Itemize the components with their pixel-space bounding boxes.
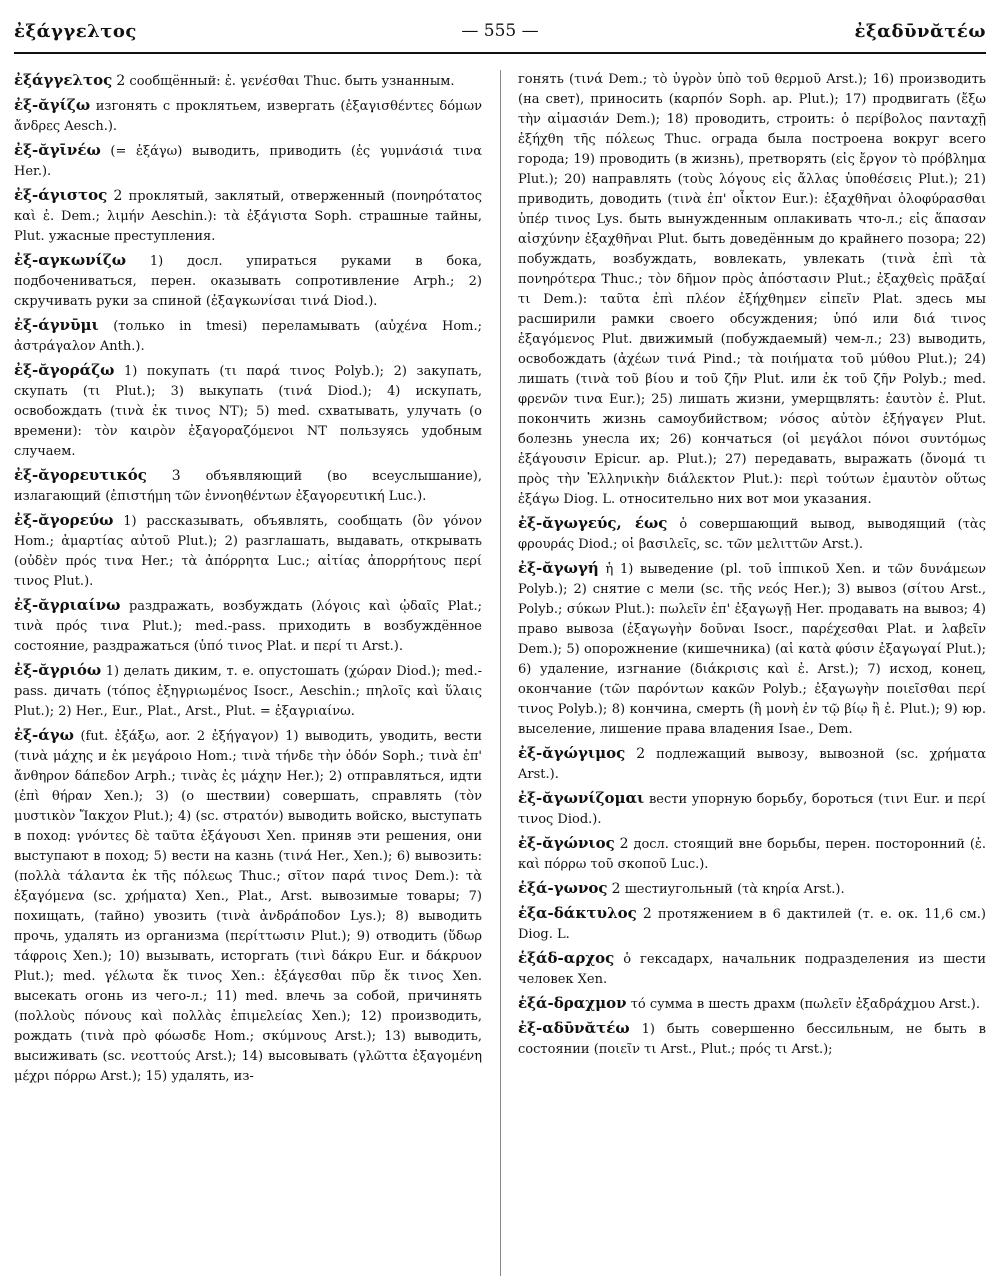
entry-headword: ἐξ-άγνῡμι <box>14 316 99 334</box>
entry-definition: (= ἐξάγω) выводить, приводить (ἐς γυμνάσιά τινα Her.). <box>14 144 482 179</box>
dictionary-entry <box>518 1018 986 1060</box>
entry-headword: ἐξ-ᾰγώνιος <box>518 834 615 852</box>
entry-definition: 1) покупать (τι παρά τινος Polyb.); 2) закупать, скупать (τι Plut.); 3) выкупать (τινά Diod.); 4) искупать, освобождать (τινὰ ἐκ τινος NT); 5) med. схватывать, улучать (о времени): τὸν καιρὸν ἐξαγοραζόμενοι NT пользуясь удобным случаем. <box>14 364 482 459</box>
header-rule <box>14 52 986 54</box>
entry-headword: ἐξ-ᾰγωνίζομαι <box>518 789 645 807</box>
left-running-headword: ἐξάγγελτος <box>14 20 137 42</box>
entry-grammar: 2 <box>642 906 652 922</box>
entry-headword: ἐξ-άγω <box>14 726 74 744</box>
entry-headword: ἐξ-ᾰγῑνέω <box>14 141 101 159</box>
dictionary-entry <box>14 70 482 92</box>
entry-grammar: 2 <box>116 73 126 89</box>
entry-headword: ἑξάδ-αρχος <box>518 949 615 967</box>
entry-definition: изгонять с проклятьем, извергать (ἐξαγισθέντες δόμων ἄνδρες Aesch.). <box>14 99 482 134</box>
entry-definition: ἡ 1) выведение (pl. τοῦ ἱππικοῦ Xen. и τῶν δυνάμεων Polyb.); 2) снятие с мели (sc. τῆς νεός Her.); 3) вывоз (σίτου Arst., Polyb.; σύκων Plut.): πωλεῖν ἐπ' ἐξαγωγῇ Her. продавать на вывоз; 4) право вывоза (ἐξαγωγὴν δοῦναι Isocr., παρέχεσθαι Plat. и λαβεῖν Dem.); 5) опорожнение (кишечника) (αἱ κατὰ φύσιν ἐξαγωγαί Plut.); 6) удаление, изгнание (διάκρισις καὶ ἐ. Arst.); 7) исход, конец, окончание (τῶν παρόντων κακῶν Polyb.; ἐξαγωγὴν ποιεῖσθαι περί τινος Polyb.); 8) кончина, смерть (ἢ μονὴ ἐν τῷ βίῳ ἢ ἐ. Plut.); 9) юр. выселение, лишение права владения Isae., Dem. <box>518 562 986 737</box>
dictionary-entry <box>14 660 482 722</box>
entry-headword: ἐξ-ᾰγωγή <box>518 559 599 577</box>
entry-definition: ὁ совершающий вывод, выводящий (τὰς φρουράς Diod.; οἱ βασιλεῖς, sc. τῶν μελιττῶν Arst.). <box>518 517 986 552</box>
column-divider <box>500 70 501 1276</box>
entry-definition: вести упорную борьбу, бороться (τινι Eur. и περί τινος Diod.). <box>518 792 986 827</box>
entry-definition: раздражать, возбуждать (λόγοις καὶ ᾠδαῖς Plat.; τινὰ πρός τινα Plut.); med.-pass. приходить в возбуждённое состояние, раздражаться (ὑπό τινος Plat. и περί τι Arst.). <box>14 599 482 654</box>
entry-headword: ἐξ-ᾰγορευτικός <box>14 466 147 484</box>
entry-headword: ἐξ-ᾰγίζω <box>14 96 91 114</box>
page-header <box>14 14 986 48</box>
dictionary-entry <box>14 95 482 137</box>
entry-definition: подлежащий вывозу, вывозной (sc. χρήματα Arst.). <box>518 747 986 782</box>
dictionary-entry <box>14 725 482 1087</box>
entry-grammar: 2 <box>113 188 123 204</box>
entry-definition: досл. стоящий вне борьбы, перен. посторонний (ἐ. καὶ πόρρω τοῦ σκοποῦ Luc.). <box>518 837 986 872</box>
dictionary-entry <box>518 743 986 785</box>
dictionary-entry <box>14 360 482 462</box>
entry-definition: (только in tmesi) переламывать (αὐχένα Hom.; ἀστράγαλον Anth.). <box>14 319 482 354</box>
entry-definition: шестиугольный (τὰ κηρία Arst.). <box>624 882 845 897</box>
dictionary-entry <box>518 833 986 875</box>
entry-grammar: 2 <box>619 836 629 852</box>
entry-definition: (fut. ἐξάξω, aor. 2 ἐξήγαγον) 1) выводить, уводить, вести (τινὰ μάχης и ἐκ μεγάροιο Hom.; τινὰ τήνδε τὴν ὁδόν Soph.; τινὰ ἐπ' ἄνθηρον δάπεδον Arph.; τινὰς ἐς μάχην Her.); 2) отправляться, идти (ἐπὶ θήραν Xen.); 3) (о шествии) совершать, справлять (τὸν μυστικὸν Ἴακχον Plut.); 4) (sc. στρατόν) выводить войско, выступать в поход: γνόντες δὲ ταῦτα ἐξάγουσι Xen. приняв эти решения, они выступают в поход; 5) вести на казнь (τινά Her., Xen.); 6) вывозить: (πολλὰ τάλαντα ἐκ τῆς πόλεως Thuc.; σῖτον παρά τινος Dem.): τὰ ἐξαγόμενα (sc. χρήματα) Xen., Plat., Arst. вывозимые товары; 7) похищать, (тайно) увозить (τινὰ ἀνδράποδον Lys.); 8) выводить прочь, удалять из организма (περίττωσιν Plut.); 9) отводить (ὕδωρ τάφροις Xen.); 10) вызывать, исторгать (τινὶ δάκρυ Eur. и δάκρυον Plut.); med. γέλωτα ἔκ τινος Xen.: ἐξάγεσθαι πῦρ ἔκ τινος Xen. высекать огонь из чего-л.; 11) med. влечь за собой, причинять (πολλοὺς πόνους καὶ πολλὰς ἐπιμελείας Xen.); 12) производить, рождать (τινὰ πρὸ φόωσδε Hom.; σκύμνους Arst.); 13) выводить, высиживать (sc. νεοττούς Arst.); 14) высовывать (γλῶττα ἐξαγομένη μέχρι πόρρω Arst.); 15) удалять, из- <box>14 729 482 1084</box>
entry-headword: ἐξ-ᾰγριόω <box>14 661 102 679</box>
entry-definition: проклятый, заклятый, отверженный (πονηρότατος καὶ ἐ. Dem.; λιμήν Aeschin.): τὰ ἐξάγιστα Soph. страшные тайны, Plut. ужасные преступления. <box>14 189 482 244</box>
entry-headword: ἐξ-ᾰγώγιμος <box>518 744 626 762</box>
dictionary-entry <box>518 878 986 900</box>
dictionary-entry <box>518 70 986 510</box>
entry-headword: ἐξ-ᾰγριαίνω <box>14 596 121 614</box>
dictionary-entry <box>14 510 482 592</box>
dictionary-entry <box>14 140 482 182</box>
entry-definition: 1) досл. упираться руками в бока, подбочениваться, перен. оказывать сопротивление Arph.; 2) скручивать руки за спиной (ἐξαγκωνίσαι τινά Diod.). <box>14 254 482 309</box>
right-running-headword: ἐξαδῡνᾰτέω <box>854 20 986 42</box>
entry-definition: гонять (τινά Dem.; τὸ ὑγρὸν ὑπὸ τοῦ θερμοῦ Arst.); 16) производить (на свет), приносить (καρπόν Soph. ap. Plut.); 17) продвигать (ἔξω τὴν αἱμασιάν Dem.); 18) проводить, строить: ὁ περίβολος πανταχῇ ἐξήχθη τῆς πόλεως Thuc. ограда была построена вокруг всего города; 19) проводить (в жизнь), претворять (εἰς ἔργον τὸ πρόβλημα Plut.); 20) направлять (τοὺς λόγους εἰς ἄλλας ὑποθέσεις Plut.); 21) приводить, доводить (τινὰ ἐπ' οἶκτον Eur.): ἐξαχθῆναι ὀλοφύρασθαι ὑπέρ τινος Lys. быть вынужденным оплакивать что-л.; εἰς ἅπασαν αἰσχύνην ἐξαχθῆναι Plut. быть доведённым до крайнего позора; 22) побуждать, возбуждать, вовлекать, увлекать (τινὰ ἐπὶ τὰ πονηρότερα Thuc.; τὸν δῆμον πρὸς ἀπόστασιν Plut.; ἐξαχθεὶς πρᾶξαί τι Dem.): ταῦτα ἐπὶ πλέον ἐξήχθημεν εἰπεῖν Plat. здесь мы расширили рамки своего обсуждения; ὑπό или διά τινος ἐξαγόμενος Plut. движимый (побуждаемый) чем-л.; 23) выводить, освобождать (ἀχέων τινά Pind.; τὰ ποιήματα τοῦ μύθου Plut.); 24) лишать (τινὰ τοῦ βίου и τοῦ ζῆν Plut. или ἐκ τοῦ ζῆν Polyb.; med. φρενῶν τινα Eur.); 25) лишать жизни, умерщвлять: ἑαυτὸν ἐ. Plut. покончить жизнь самоубийством; νόσος αὐτὸν ἐξήγαγεν Plut. болезнь унесла их; 26) кончаться (οἱ μεγάλοι πόνοι συντόμως ἐξάγουσιν Epicur. ap. Plut.); 27) передавать, выражать (ὄνομά τι πρὸς τὴν Ἑλληνικὴν διάλεκτον Plut.): περὶ τούτων ἐμαυτὸν οὕτως ἐξάγω Diog. L. относительно них вот мои указания. <box>518 72 986 507</box>
entry-headword: ἐξ-αδῡνᾰτέω <box>518 1019 630 1037</box>
dictionary-entry <box>14 595 482 657</box>
dictionary-entry <box>518 903 986 945</box>
entry-definition: 1) быть совершенно бессильным, не быть в состоянии (ποιεῖν τι Arst., Plut.; πρός τι Arst.); <box>518 1022 986 1057</box>
right-column <box>518 70 986 1276</box>
dictionary-entry <box>14 250 482 312</box>
entry-headword: ἐξ-ᾰγωγεύς, έως <box>518 514 668 532</box>
dictionary-entry <box>518 948 986 990</box>
entry-definition: ὁ гексадарх, начальник подразделения из шести человек Xen. <box>518 952 986 987</box>
dictionary-entry <box>518 558 986 740</box>
dictionary-entry <box>14 185 482 247</box>
entry-headword: ἐξ-ᾰγορεύω <box>14 511 114 529</box>
entry-headword: ἐξ-αγκωνίζω <box>14 251 127 269</box>
entry-definition: 1) делать диким, т. е. опустошать (χώραν Diod.); med.-pass. дичать (τόπος ἐξηγριωμένος Isocr., Aeschin.; πηλοῖς καὶ ὕλαις Plut.); 2) Her., Eur., Plat., Arst., Plut. = ἐξαγριαίνω. <box>14 664 482 719</box>
dictionary-entry <box>518 788 986 830</box>
dictionary-entry <box>518 513 986 555</box>
dictionary-entry <box>518 993 986 1015</box>
entry-definition: 1) рассказывать, объявлять, сообщать (ὃν γόνον Hom.; ἁμαρτίας αὐτοῦ Plut.); 2) разглашать, выдавать, открывать (οὐδὲν πρός τινα Her.; τὰ ἀπόρρητα Luc.; αἰτίας ἀπορρήτους περί τινος Plut.). <box>14 514 482 589</box>
entry-grammar: 2 <box>611 881 621 897</box>
entry-headword: ἑξά-γωνος <box>518 879 608 897</box>
dictionary-entry <box>14 315 482 357</box>
entry-headword: ἐξ-άγιστος <box>14 186 108 204</box>
entry-grammar: 3 <box>171 468 181 484</box>
entry-headword: ἑξά-δραχμον <box>518 994 627 1012</box>
page-number: — 555 — <box>461 21 539 41</box>
entry-definition: сообщённый: ἐ. γενέσθαι Thuc. быть узнанным. <box>129 74 455 89</box>
entry-definition: объявляющий (во всеуслышание), излагающий (ἐπιστήμη τῶν ἐννοηθέντων ἐξαγορευτική Luc.). <box>14 469 482 504</box>
entry-definition: протяжением в 6 дактилей (т. е. ок. 11,6 см.) Diog. L. <box>518 907 986 942</box>
entry-definition: τό сумма в шесть драхм (πωλεῖν ἐξαδράχμου Arst.). <box>630 997 980 1012</box>
entry-headword: ἐξ-ᾰγοράζω <box>14 361 115 379</box>
entry-grammar: 2 <box>636 746 646 762</box>
dictionary-entry <box>14 465 482 507</box>
left-column <box>14 70 482 1276</box>
entry-headword: ἑξα-δάκτυλος <box>518 904 637 922</box>
entry-headword: ἐξάγγελτος <box>14 71 113 89</box>
